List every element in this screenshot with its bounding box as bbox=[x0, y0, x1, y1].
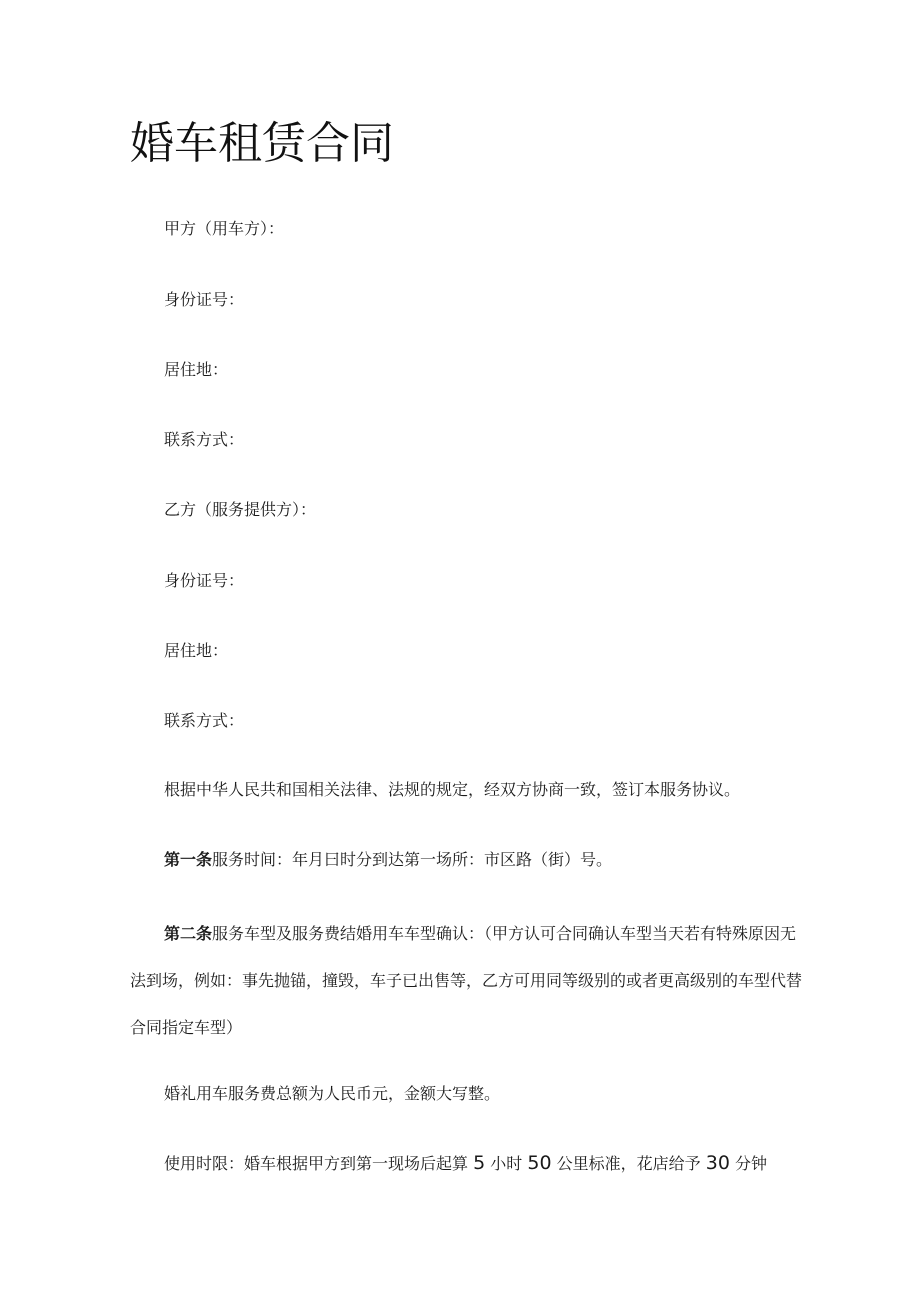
article-2-heading: 第二条 bbox=[164, 924, 213, 943]
usage-hours: 5 bbox=[473, 1152, 486, 1174]
preamble-paragraph: 根据中华人民共和国相关法律、法规的规定，经双方协商一致，签订本服务协议。 bbox=[164, 780, 741, 799]
party-b-address-label: 居住地： bbox=[164, 641, 229, 660]
usage-prefix: 使用时限：婚车根据甲方到第一现场后起算 bbox=[164, 1154, 474, 1173]
usage-paragraph bbox=[164, 1151, 767, 1176]
party-b-label: 乙方（服务提供方）： bbox=[164, 500, 317, 519]
party-b-id-label: 身份证号： bbox=[164, 571, 245, 590]
page-title: 婚车租赁合同 bbox=[130, 118, 394, 169]
fee-paragraph: 婚礼用车服务费总额为人民币元，金额大写整。 bbox=[164, 1084, 501, 1103]
party-b-contact-label: 联系方式： bbox=[164, 711, 245, 730]
usage-suffix: 分钟 bbox=[729, 1154, 768, 1173]
article-1-paragraph bbox=[164, 848, 612, 872]
article-1-text: 服务时间：年月曰时分到达第一场所：市区路（街）号。 bbox=[212, 850, 613, 869]
party-a-address-label: 居住地： bbox=[164, 360, 229, 379]
article-2-paragraph bbox=[130, 910, 802, 1051]
article-1-heading: 第一条 bbox=[164, 850, 213, 869]
party-a-label: 甲方（用车方）： bbox=[164, 219, 285, 238]
usage-mid-1: 小时 bbox=[485, 1154, 528, 1173]
party-a-contact-label: 联系方式： bbox=[164, 430, 245, 449]
usage-mid-2: 公里标准，花店给予 bbox=[551, 1154, 706, 1173]
usage-km: 50 bbox=[527, 1152, 552, 1174]
usage-minutes: 30 bbox=[705, 1152, 730, 1174]
article-2-text: 服务车型及服务费结婚用车车型确认：（甲方认可合同确认车型当天若有特殊原因无法到场，例如：事先抛锚，撞毁，车子已出售等，乙方可用同等级别的或者更高级别的车型代替合同指定车型） bbox=[130, 924, 803, 1037]
party-a-id-label: 身份证号： bbox=[164, 290, 245, 309]
